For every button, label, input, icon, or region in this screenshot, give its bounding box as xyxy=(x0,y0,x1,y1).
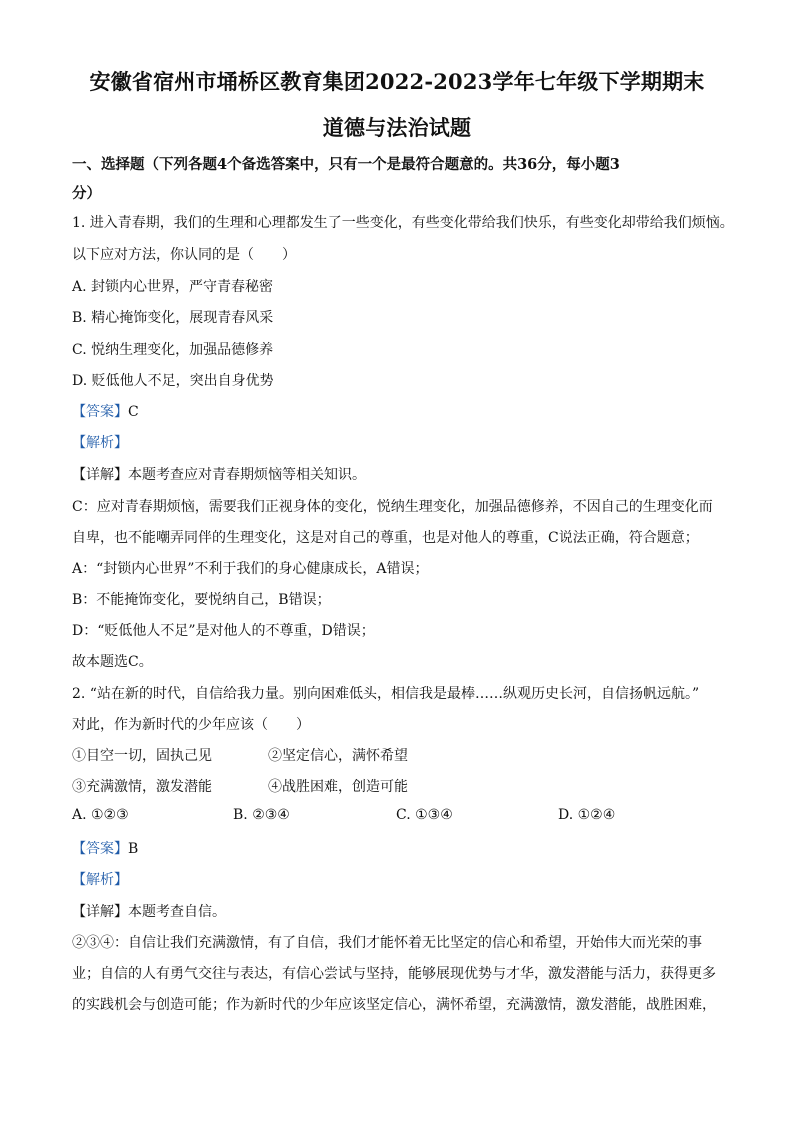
q2-option-c: C. ①③④ xyxy=(396,807,453,823)
answer-tag: 【答案】 xyxy=(72,841,128,857)
q2-item-2: ②坚定信心，满怀希望 xyxy=(268,748,408,764)
section-heading xyxy=(72,150,732,208)
q2-detail-line0 xyxy=(72,901,226,921)
q1-option-a: A. 封锁内心世界，严守青春秘密 xyxy=(72,279,274,295)
q2-detail-line1: ②③④：自信让我们充满激情，有了自信，我们才能怀着无比坚定的信心和希望，开始伟大而光荣的事 xyxy=(72,935,702,951)
paper-subtitle: 道德与法治试题 xyxy=(322,115,472,140)
q1-detail-line5: D：“贬低他人不足”是对他人的不尊重，D错误； xyxy=(72,623,375,639)
q1-stem-line2: 以下应对方法，你认同的是（ ） xyxy=(72,247,296,263)
q2-analysis-tag: 【解析】 xyxy=(72,872,128,888)
answer-value: C xyxy=(128,404,139,420)
q2-item-4: ④战胜困难，创造可能 xyxy=(268,779,408,795)
detail-text: 本题考查自信。 xyxy=(128,904,226,920)
q2-option-a: A. ①②③ xyxy=(72,807,129,823)
q2-item-3: ③充满激情，激发潜能 xyxy=(72,779,212,795)
answer-value: B xyxy=(128,841,139,857)
q2-detail-line2: 业；自信的人有勇气交往与表达，有信心尝试与坚持，能够展现优势与才华，激发潜能与活力，获得更多 xyxy=(72,966,716,982)
q2-stem-line1: 2. “站在新的时代，自信给我力量。别向困难低头，相信我是最棒……纵观历史长河，自信扬帆远航。” xyxy=(72,686,700,702)
section-heading-line2: 分） xyxy=(72,185,101,202)
q2-item-1: ①目空一切，固执己见 xyxy=(72,748,212,764)
detail-text: 本题考查应对青春期烦恼等相关知识。 xyxy=(128,467,366,483)
q1-detail-line2: 自卑，也不能嘲弄同伴的生理变化，这是对自己的尊重，也是对他人的尊重，C说法正确，符合题意； xyxy=(72,530,699,546)
q1-option-c: C. 悦纳生理变化，加强品德修养 xyxy=(72,342,274,358)
paper-title: 安徽省宿州市埇桥区教育集团2022-2023学年七年级下学期期末 xyxy=(89,69,705,94)
q1-analysis-tag: 【解析】 xyxy=(72,435,128,451)
q2-stem-line2: 对此，作为新时代的少年应该（ ） xyxy=(72,717,310,733)
q2-detail-line3: 的实践机会与创造可能；作为新时代的少年应该坚定信心，满怀希望，充满激情，激发潜能，战胜困难， xyxy=(72,997,716,1013)
detail-tag: 【详解】 xyxy=(72,904,128,920)
q2-option-d: D. ①②④ xyxy=(558,807,616,823)
q1-option-b: B. 精心掩饰变化，展现青春风采 xyxy=(72,310,274,326)
q2-option-b: B. ②③④ xyxy=(233,807,290,823)
section-heading-line1: 一、选择题（下列各题4个备选答案中，只有一个是最符合题意的。共36分，每小题3 xyxy=(72,156,620,173)
q1-detail-line4: B：不能掩饰变化，要悦纳自己，B错误； xyxy=(72,592,331,608)
detail-tag: 【详解】 xyxy=(72,467,128,483)
answer-tag: 【答案】 xyxy=(72,404,128,420)
q1-detail-line6: 故本题选C。 xyxy=(72,654,153,670)
q1-detail-line1: C：应对青春期烦恼，需要我们正视身体的变化，悦纳生理变化，加强品德修养，不因自己的生理变化而 xyxy=(72,499,713,515)
q1-stem-line1: 1. 进入青春期，我们的生理和心理都发生了一些变化，有些变化带给我们快乐，有些变化却带给我们烦恼。 xyxy=(72,215,734,231)
q2-answer xyxy=(72,838,138,858)
q1-option-d: D. 贬低他人不足，突出自身优势 xyxy=(72,373,274,389)
q1-detail-line0 xyxy=(72,464,366,484)
q1-answer xyxy=(72,401,139,421)
q1-detail-line3: A：“封锁内心世界”不利于我们的身心健康成长，A错误； xyxy=(72,561,429,577)
